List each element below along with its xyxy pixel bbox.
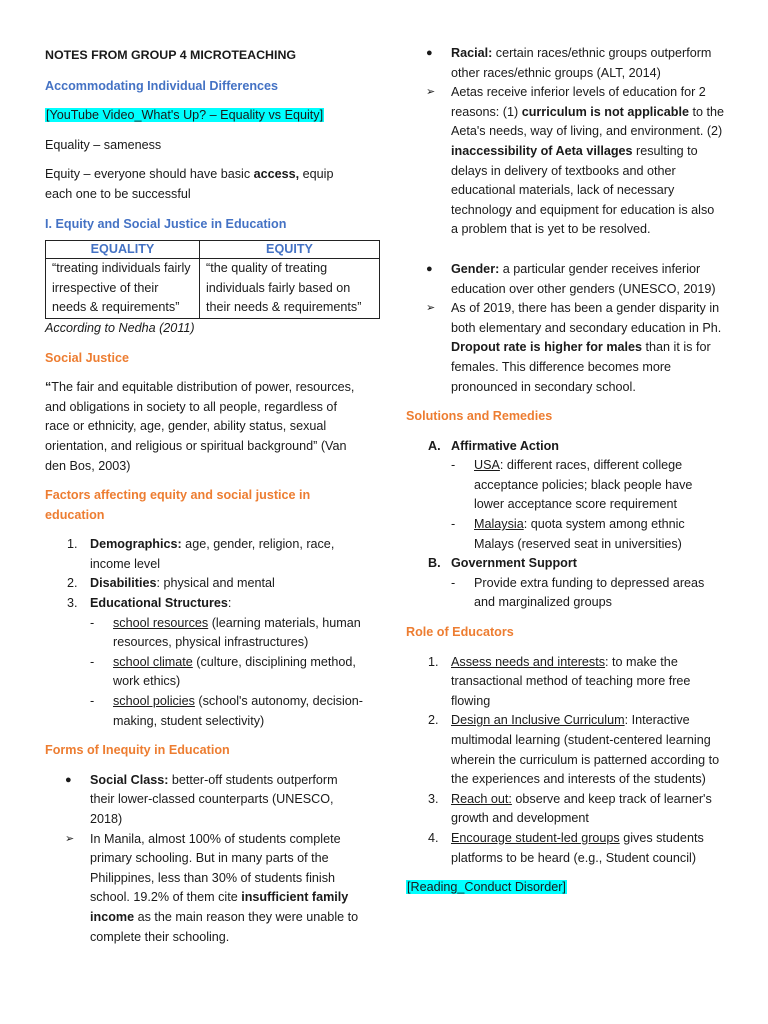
table-header-equity: EQUITY [200, 241, 380, 259]
table-cell-equality: “treating individuals fairly irrespective of their needs & requirements” [46, 259, 200, 319]
table-header-equality: EQUALITY [46, 241, 200, 259]
list-item: B. Government Support [428, 556, 577, 571]
list-item: ➢ Aetas receive inferior levels of education for 2 reasons: (1) curriculum is not applicable to the Aeta's needs, way of living, and environment. (2) inaccessibility of Aeta villages resulting to delays in delivery of textbooks and other educational materials, lack of necessary technology and equipment for education is also a problem that is yet to be resolved. [426, 85, 724, 237]
list-item: 2. Design an Inclusive Curriculum: Interactive multimodal learning (student-centered learning wherein the curriculum is patterned according to the experiences and interests of the students) [428, 713, 720, 787]
bullet-icon: ● [426, 47, 433, 59]
list-item: 3. Educational Structures: [67, 596, 232, 611]
equality-definition: Equality – sameness [45, 137, 162, 152]
list-item: 1. Assess needs and interests: to make the transactional method of teaching more free flowing [428, 654, 691, 708]
inequity-list [45, 771, 363, 947]
list-item: - school climate (culture, disciplining method, work ethics) [90, 654, 356, 689]
factors-list [45, 535, 363, 731]
youtube-video-link[interactable]: [YouTube Video_What's Up? – Equality vs Equity] [46, 108, 324, 123]
heading-solutions: Solutions and Remedies [406, 409, 553, 424]
right-column [406, 42, 724, 898]
equality-equity-table [45, 240, 380, 319]
list-item: ● Racial: certain races/ethnic groups outperform other races/ethnic groups (ALT, 2014) [426, 46, 712, 80]
list-item: ● Social Class: better-off students outperform their lower-classed counterparts (UNESCO, 2018) [65, 772, 338, 826]
list-item: - Malaysia: quota system among ethnic Malays (reserved seat in universities) [451, 517, 685, 551]
heading-role-educators: Role of Educators [406, 625, 514, 640]
list-item: - USA: different races, different college acceptance policies; black people have lower acceptance score requirement [451, 458, 693, 512]
heading-factors: Factors affecting equity and social justice in education [45, 488, 311, 522]
left-column [45, 42, 363, 947]
list-item: 2. Disabilities: physical and mental [67, 576, 275, 591]
table-cell-equity: “the quality of treating individuals fairly based on their needs & requirements” [200, 259, 380, 319]
arrow-icon: ➢ [426, 86, 436, 99]
list-item: - Provide extra funding to depressed areas and marginalized groups [451, 575, 705, 610]
list-item: 4. Encourage student-led groups gives students platforms to be heard (e.g., Student council) [428, 830, 704, 865]
bullet-icon: ● [65, 773, 72, 786]
citation-nedha: According to Nedha (2011) [45, 320, 195, 335]
list-item: 1. Demographics: age, gender, religion, race, income level [67, 537, 335, 571]
reading-link[interactable]: [Reading_Conduct Disorder] [407, 880, 566, 895]
list-item: ➢ In Manila, almost 100% of students complete primary schooling. But in many parts of the Philippines, less than 30% of students finish school. 19.2% of them cite insufficient family income as the main reason they were unable to complete their schooling. [65, 831, 359, 944]
section-equity-social-justice: I. Equity and Social Justice in Education [45, 216, 287, 231]
list-item: ➢ As of 2019, there has been a gender disparity in both elementary and secondary education in Ph. Dropout rate is higher for males than it is for females. This difference becomes more pronounced in secondary school. [426, 301, 722, 394]
arrow-icon: ➢ [426, 302, 436, 315]
roles-list [406, 653, 724, 869]
heading-forms-inequity: Forms of Inequity in Education [45, 743, 230, 758]
list-item: 3. Reach out: observe and keep track of learner's growth and development [428, 791, 712, 826]
list-item: - school resources (learning materials, human resources, physical infrastructures) [90, 615, 361, 650]
social-justice-quote: “The fair and equitable distribution of power, resources, and obligations in society to all people, regardless of race or ethnicity, age, gender, ability status, sexual orientation, and religious or spiritual background” (Van den Bos, 2003) [45, 380, 355, 473]
list-item: - school policies (school's autonomy, decision-making, student selectivity) [90, 694, 363, 728]
heading-individual-differences: Accommodating Individual Differences [45, 78, 279, 93]
arrow-icon: ➢ [65, 832, 75, 845]
solutions-list [406, 437, 724, 613]
list-item: ● Gender: a particular gender receives inferior education over other genders (UNESCO, 2019) [426, 261, 716, 296]
equity-definition: Equity – everyone should have basic access, equip each one to be successful [45, 167, 334, 201]
list-item: A. Affirmative Action [428, 438, 559, 453]
bullet-icon: ● [426, 262, 433, 275]
heading-social-justice: Social Justice [45, 350, 129, 365]
page-title: NOTES FROM GROUP 4 MICROTEACHING [45, 48, 297, 62]
